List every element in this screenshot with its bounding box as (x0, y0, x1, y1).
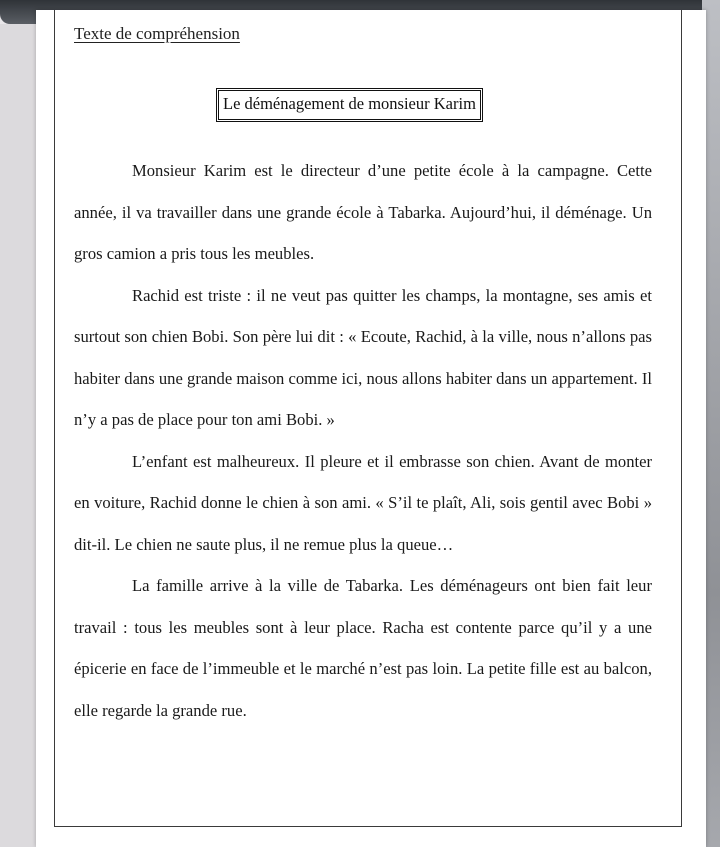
paragraph-4: La famille arrive à la ville de Tabarka. Les déménageurs ont bien fait leur travail : tous les meubles sont à leur place. Racha est contente parce qu’il y a une épicerie en face de l’immeuble et le marché n’est pas loin. La petite fille est au balcon, elle regarde la grande rue. (74, 576, 652, 720)
paragraph-1: Monsieur Karim est le directeur d’une petite école à la campagne. Cette année, il va travailler dans une grande école à Tabarka. Aujourd’hui, il déménage. Un gros camion a pris tous les meubles. (74, 161, 652, 263)
section-label: Texte de compréhension (74, 24, 240, 43)
paragraph-2: Rachid est triste : il ne veut pas quitter les champs, la montagne, ses amis et surtout son chien Bobi. Son père lui dit : « Ecoute, Rachid, à la ville, nous n’allons pas habiter dans une grande maison comme ici, nous allons habiter dans un appartement. Il n’y a pas de place pour ton ami Bobi. » (74, 285, 652, 429)
document-page (36, 10, 706, 847)
reading-text (74, 150, 652, 731)
text-title: Le déménagement de monsieur Karim (216, 88, 483, 122)
paragraph-3: L’enfant est malheureux. Il pleure et il embrasse son chien. Avant de monter en voiture, Rachid donne le chien à son ami. « S’il te plaît, Ali, sois gentil avec Bobi » dit-il. Le chien ne saute plus, il ne remue plus la queue… (74, 451, 652, 554)
left-margin-strip (0, 24, 36, 847)
